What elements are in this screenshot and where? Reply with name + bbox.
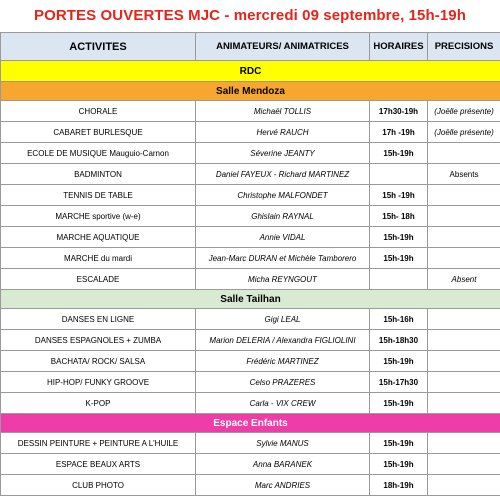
schedule-cell: 15h-19h [370,454,428,475]
hall-title: Espace Enfants [1,414,500,433]
table-row [1,185,500,206]
activity-cell: ESCALADE [1,269,196,290]
schedule-cell: 18h-19h [370,475,428,496]
activity-cell: MARCHE sportive (w-e) [1,206,196,227]
precision-cell [428,454,500,475]
schedule-cell: 15h- 18h [370,206,428,227]
table-row [1,330,500,351]
activity-cell: CHORALE [1,101,196,122]
precision-cell [428,330,500,351]
schedule-cell: 15h-19h [370,227,428,248]
page-title: PORTES OUVERTES MJC - mercredi 09 septembre, 15h-19h [0,0,500,32]
hall-row-tailhan [1,290,500,309]
activity-cell: HIP-HOP/ FUNKY GROOVE [1,372,196,393]
precision-cell [428,433,500,454]
table-row [1,433,500,454]
activity-cell: DESSIN PEINTURE + PEINTURE A L'HUILE [1,433,196,454]
precision-cell [428,185,500,206]
schedule-table [0,32,500,496]
precision-cell [428,351,500,372]
activity-cell: ESPACE BEAUX ARTS [1,454,196,475]
table-row [1,454,500,475]
table-row [1,248,500,269]
activity-cell: MARCHE AQUATIQUE [1,227,196,248]
animator-cell: Celso PRAZERES [196,372,370,393]
table-row [1,143,500,164]
table-row [1,351,500,372]
schedule-cell [370,269,428,290]
schedule-cell [370,164,428,185]
table-row [1,101,500,122]
hall-row-espace-enfants [1,414,500,433]
animator-cell: Annie VIDAL [196,227,370,248]
activity-cell: BACHATA/ ROCK/ SALSA [1,351,196,372]
animator-cell: Carla - VIX CREW [196,393,370,414]
animator-cell: Daniel FAYEUX - Richard MARTINEZ [196,164,370,185]
animator-cell: Christophe MALFONDET [196,185,370,206]
schedule-cell: 17h30-19h [370,101,428,122]
activity-cell: CLUB PHOTO [1,475,196,496]
header-animateurs: ANIMATEURS/ ANIMATRICES [196,33,370,61]
precision-cell: Absents [428,164,500,185]
precision-cell [428,143,500,164]
precision-cell [428,475,500,496]
table-row [1,164,500,185]
animator-cell: Hervé RAUCH [196,122,370,143]
activity-cell: DANSES ESPAGNOLES + ZUMBA [1,330,196,351]
table-row [1,309,500,330]
table-row [1,269,500,290]
hall-row-mendoza [1,82,500,101]
header-precisions: PRECISIONS [428,33,500,61]
animator-cell: Sylvie MANUS [196,433,370,454]
animator-cell: Frédéric MARTINEZ [196,351,370,372]
activity-cell: MARCHE du mardi [1,248,196,269]
precision-cell: Absent [428,269,500,290]
hall-title: Salle Tailhan [1,290,500,309]
header-row [1,33,500,61]
schedule-cell: 15h-19h [370,433,428,454]
precision-cell: (Joëlle présente) [428,122,500,143]
precision-cell [428,372,500,393]
table-row [1,227,500,248]
precision-cell [428,206,500,227]
schedule-cell: 15h-18h30 [370,330,428,351]
table-row [1,372,500,393]
animator-cell: Anna BARANEK [196,454,370,475]
precision-cell: (Joëlle présente) [428,101,500,122]
animator-cell: Gigi LEAL [196,309,370,330]
animator-cell: Marion DELERIA / Alexandra FIGLIOLINI [196,330,370,351]
schedule-cell: 15h -19h [370,185,428,206]
schedule-cell: 15h-19h [370,248,428,269]
precision-cell [428,248,500,269]
animator-cell: Ghislain RAYNAL [196,206,370,227]
animator-cell: Micha REYNGOUT [196,269,370,290]
activity-cell: TENNIS DE TABLE [1,185,196,206]
activity-cell: ECOLE DE MUSIQUE Mauguio-Carnon [1,143,196,164]
table-row [1,393,500,414]
header-activites: ACTIVITES [1,33,196,61]
animator-cell: Michaël TOLLIS [196,101,370,122]
schedule-cell: 15h-16h [370,309,428,330]
schedule-cell: 15h-19h [370,393,428,414]
activity-cell: DANSES EN LIGNE [1,309,196,330]
schedule-cell: 15h-19h [370,351,428,372]
header-horaires: HORAIRES [370,33,428,61]
hall-title: Salle Mendoza [1,82,500,101]
animator-cell: Marc ANDRIES [196,475,370,496]
schedule-cell: 17h -19h [370,122,428,143]
precision-cell [428,309,500,330]
animator-cell: Séverine JEANTY [196,143,370,164]
schedule-cell: 15h-17h30 [370,372,428,393]
table-row [1,122,500,143]
activity-cell: K-POP [1,393,196,414]
activity-cell: CABARET BURLESQUE [1,122,196,143]
animator-cell: Jean-Marc DURAN et Michèle Tamborero [196,248,370,269]
activity-cell: BADMINTON [1,164,196,185]
table-row [1,206,500,227]
section-title: RDC [1,61,500,82]
precision-cell [428,227,500,248]
section-row-rdc [1,61,500,82]
precision-cell [428,393,500,414]
table-row [1,475,500,496]
schedule-cell: 15h-19h [370,143,428,164]
